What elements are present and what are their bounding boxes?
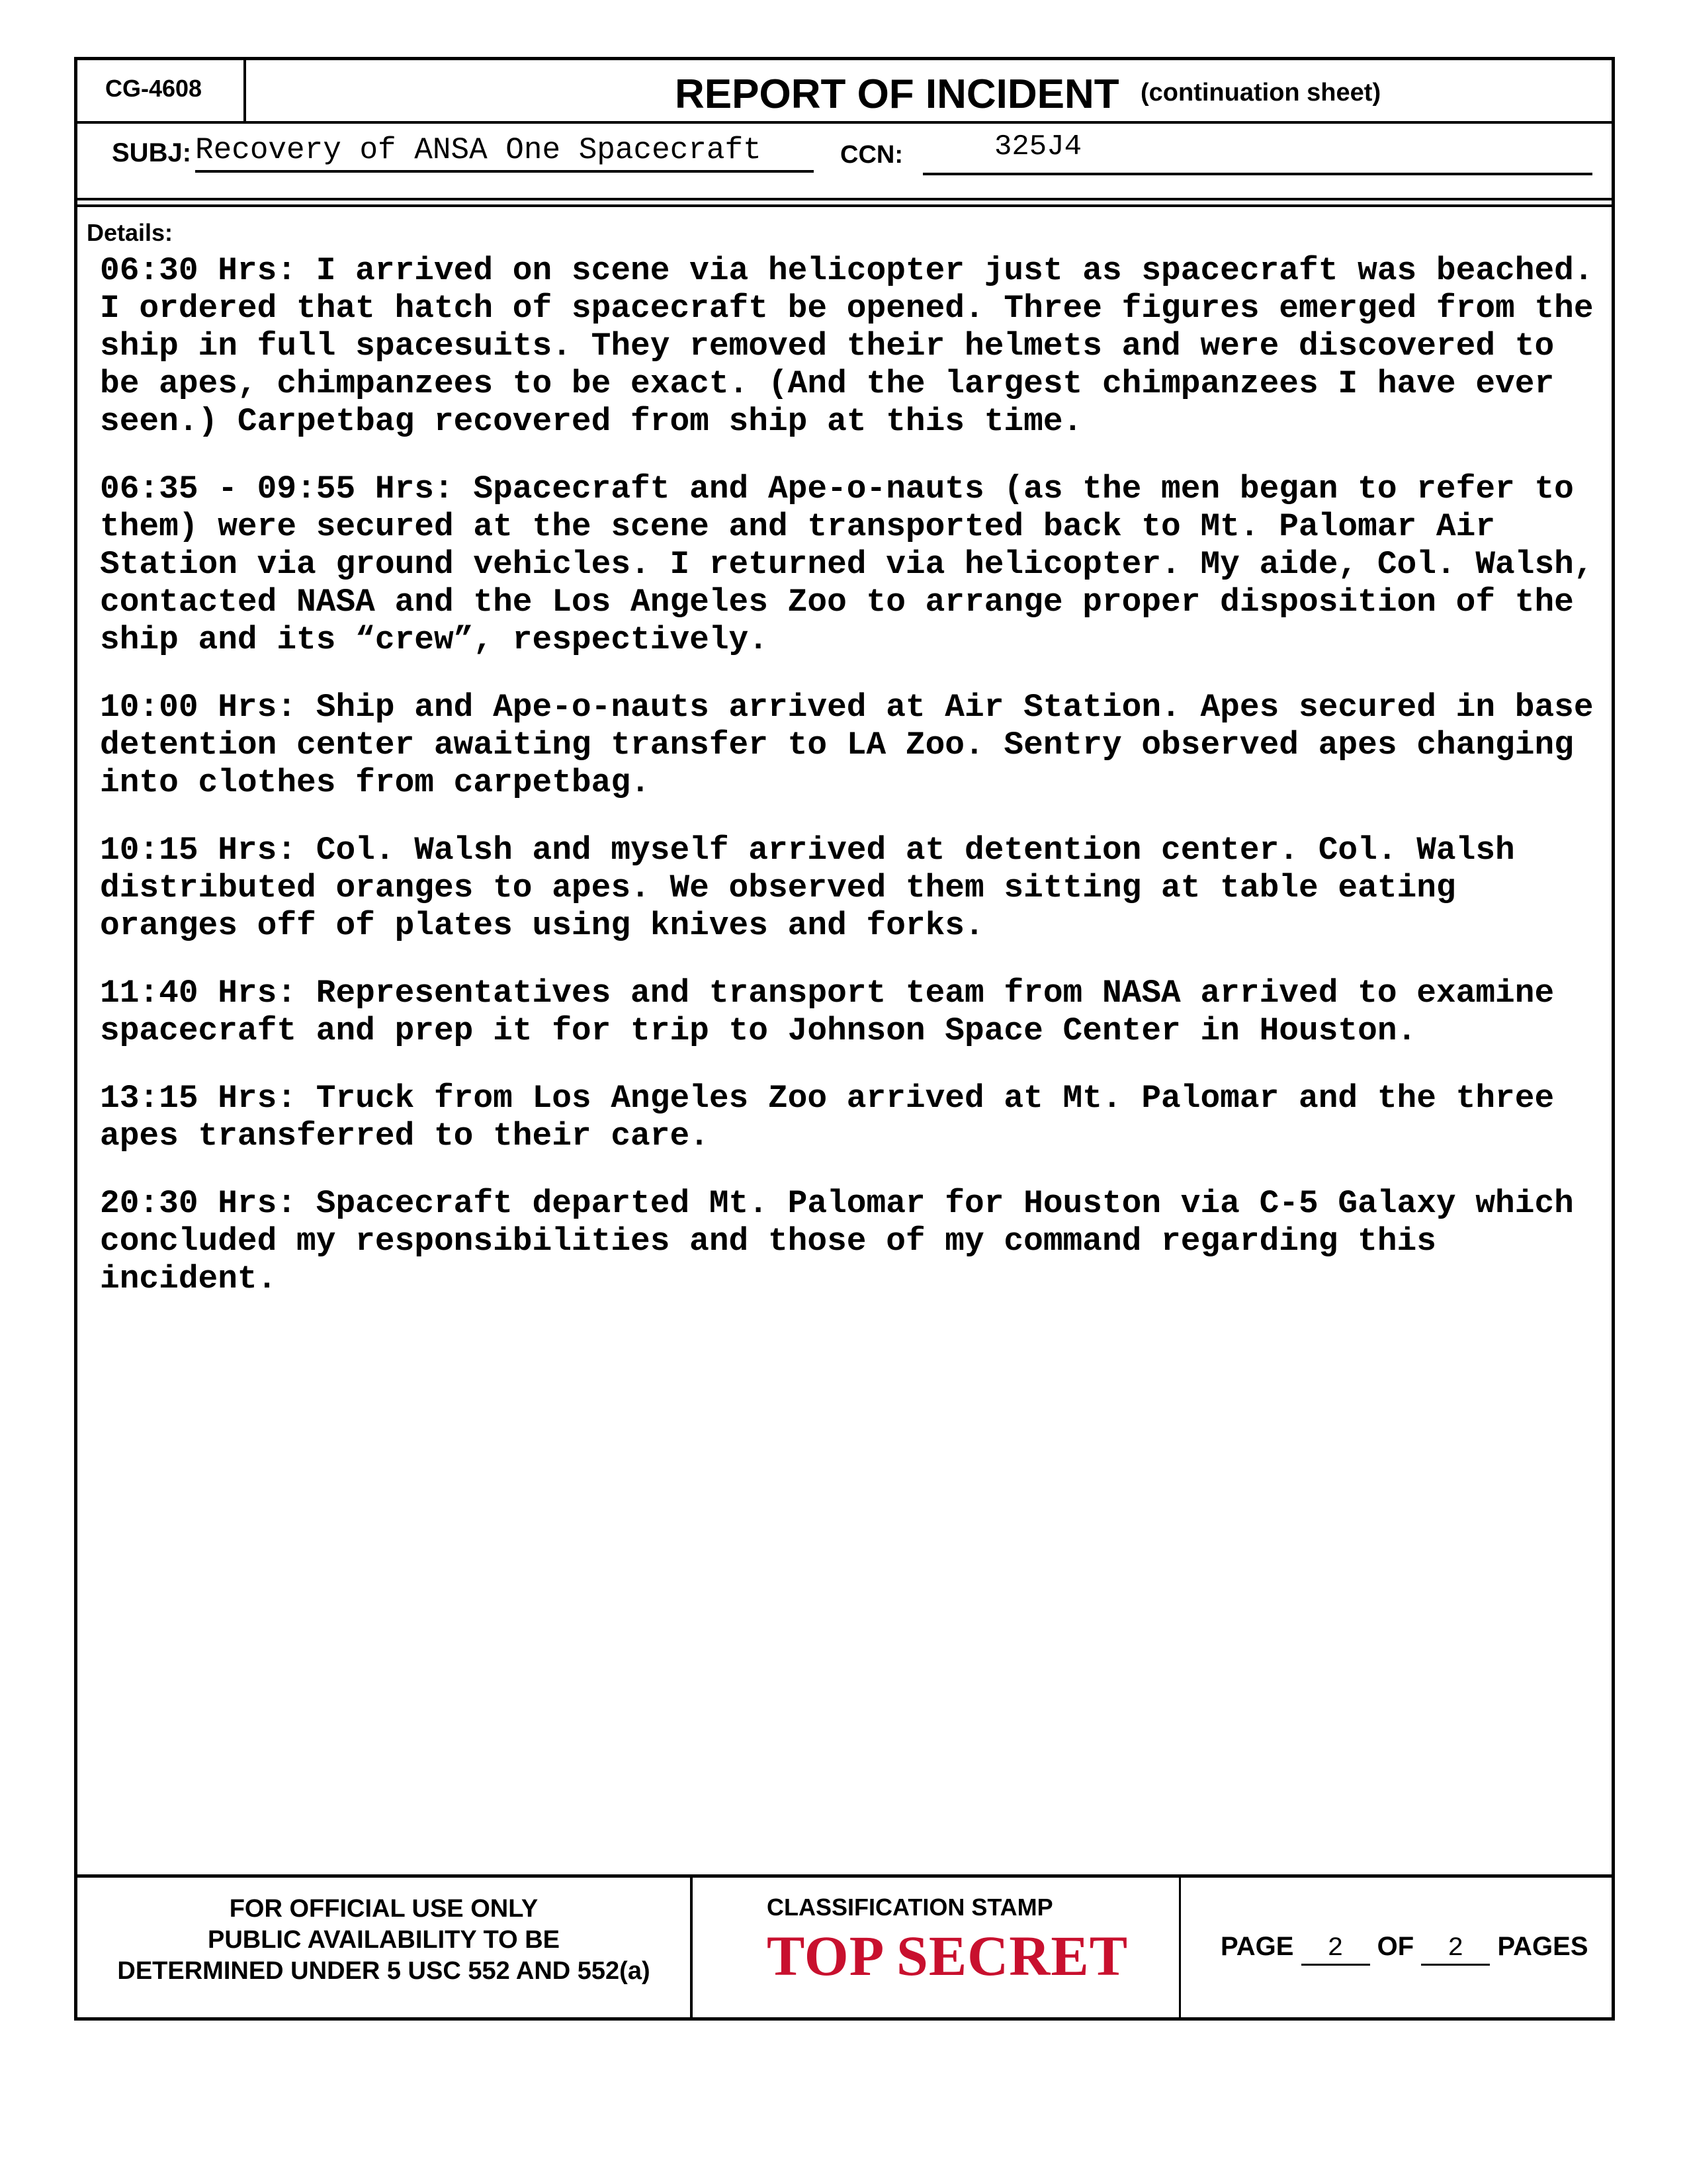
- subject-label: SUBJ:: [112, 138, 192, 167]
- ccn-label: CCN:: [840, 141, 903, 169]
- header-divider: [77, 121, 1612, 124]
- details-entry: 06:35 - 09:55 Hrs: Spacecraft and Ape-o-nauts (as the men began to refer to them) were secured at the scene and transported back to Mt. Palomar Air Station via ground vehicles. I returned via helicopter. My aide, Col. Walsh, contacted NASA and the Los Angeles Zoo to arrange proper disposition of the ship and its “crew”, respectively.: [100, 470, 1594, 658]
- form-footer: [77, 1874, 1612, 2017]
- official-use-notice: [77, 1878, 693, 2017]
- form-title: REPORT OF INCIDENT: [675, 71, 1119, 117]
- details-entry: 10:15 Hrs: Col. Walsh and myself arrived at detention center. Col. Walsh distributed oranges to apes. We observed them sitting at table eating oranges off of plates using knives and forks.: [100, 832, 1515, 944]
- of-label: OF: [1377, 1932, 1414, 1961]
- details-label: Details:: [87, 219, 173, 246]
- pages-label: PAGES: [1497, 1932, 1588, 1961]
- form-number: CG-4608: [77, 60, 246, 124]
- ccn-field: 325J4: [923, 130, 1592, 175]
- classification-label: CLASSIFICATION STAMP: [767, 1894, 1053, 1921]
- section-divider-bottom: [77, 204, 1612, 207]
- usc-determination-line: DETERMINED UNDER 5 USC 552 AND 552(a): [117, 1957, 650, 1985]
- details-body: [100, 252, 1602, 1328]
- form-header: [246, 60, 1612, 121]
- details-entry: 11:40 Hrs: Representatives and transport team from NASA arrived to examine spacecraft and prep it for trip to Johnson Space Center in Houston.: [100, 975, 1555, 1049]
- page-label: PAGE: [1221, 1932, 1294, 1961]
- top-secret-stamp: TOP SECRET: [767, 1924, 1129, 1987]
- page-total: 2: [1421, 1934, 1490, 1966]
- classification-box: [693, 1878, 1181, 2017]
- page-count: [1221, 1932, 1588, 1966]
- form-subtitle: (continuation sheet): [1141, 79, 1381, 107]
- details-entry: 13:15 Hrs: Truck from Los Angeles Zoo arrived at Mt. Palomar and the three apes transferred to their care.: [100, 1080, 1555, 1155]
- report-form: [74, 57, 1615, 2021]
- page-number: 2: [1301, 1934, 1370, 1966]
- page-count-box: [1181, 1878, 1612, 2017]
- details-entry: 20:30 Hrs: Spacecraft departed Mt. Palomar for Houston via C-5 Galaxy which concluded my responsibilities and those of my command regarding this incident.: [100, 1185, 1574, 1297]
- subject-field: Recovery of ANSA One Spacecraft: [195, 133, 814, 173]
- official-use-line: FOR OFFICIAL USE ONLY: [229, 1895, 539, 1923]
- details-entry: 10:00 Hrs: Ship and Ape-o-nauts arrived at Air Station. Apes secured in base detention center awaiting transfer to LA Zoo. Sentry observed apes changing into clothes from carpetbag.: [100, 689, 1594, 801]
- public-availability-line: PUBLIC AVAILABILITY TO BE: [207, 1926, 560, 1954]
- details-entry: 06:30 Hrs: I arrived on scene via helicopter just as spacecraft was beached. I ordered that hatch of spacecraft be opened. Three figures emerged from the ship in full spacesuits. They removed their helmets and were discovered to be apes, chimpanzees to be exact. (And the largest chimpanzees I have ever seen.) Carpetbag recovered from ship at this time.: [100, 252, 1594, 440]
- section-divider-top: [77, 198, 1612, 200]
